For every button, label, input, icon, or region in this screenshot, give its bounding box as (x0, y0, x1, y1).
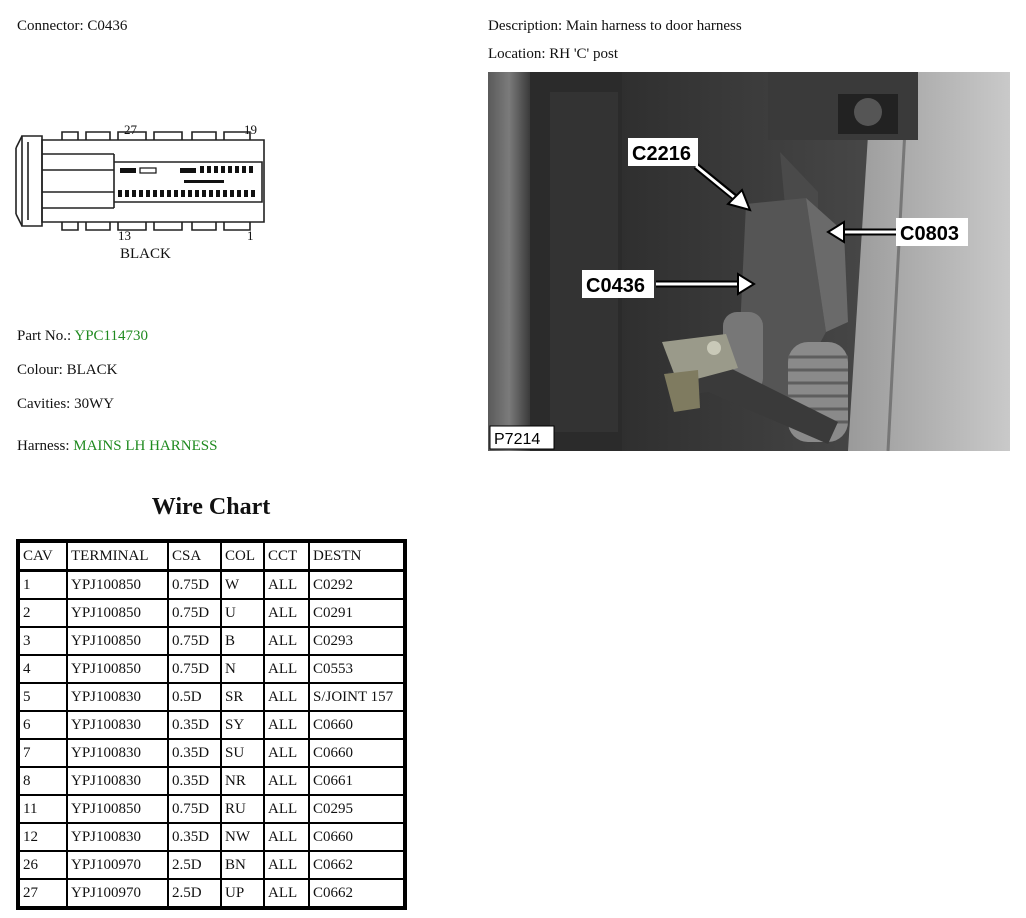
cell-terminal: YPJ100830 (67, 767, 168, 795)
harness-link[interactable]: MAINS LH HARNESS (73, 438, 218, 454)
location-value: RH 'C' post (549, 46, 618, 62)
table-row (19, 571, 404, 599)
cell-cct: ALL (264, 823, 309, 851)
cell-terminal: YPJ100970 (67, 879, 168, 907)
callout-c2216: C2216 (632, 143, 691, 165)
cell-col: NR (221, 767, 264, 795)
cell-cct: ALL (264, 767, 309, 795)
part-number-link[interactable]: YPC114730 (74, 328, 148, 344)
cell-csa: 0.35D (168, 739, 221, 767)
cell-cav: 26 (19, 851, 67, 879)
pin-label-1: 1 (247, 228, 254, 243)
location-field (488, 46, 618, 63)
cell-csa: 2.5D (168, 851, 221, 879)
cell-csa: 0.75D (168, 655, 221, 683)
cell-col: UP (221, 879, 264, 907)
cavities-field (17, 396, 114, 413)
cell-cct: ALL (264, 683, 309, 711)
cell-destn: S/JOINT 157 (309, 683, 404, 711)
cell-destn: C0660 (309, 711, 404, 739)
cell-cav: 7 (19, 739, 67, 767)
cell-cav: 6 (19, 711, 67, 739)
cell-destn: C0661 (309, 767, 404, 795)
table-row (19, 851, 404, 879)
cell-destn: C0295 (309, 795, 404, 823)
cell-col: SU (221, 739, 264, 767)
cell-csa: 0.75D (168, 599, 221, 627)
cell-csa: 0.75D (168, 795, 221, 823)
cell-cav: 1 (19, 571, 67, 599)
cell-cav: 11 (19, 795, 67, 823)
cavities-label: Cavities: (17, 396, 71, 412)
cell-cav: 12 (19, 823, 67, 851)
cell-destn: C0662 (309, 851, 404, 879)
cell-terminal: YPJ100850 (67, 599, 168, 627)
connector-face-diagram (14, 118, 276, 268)
cell-cav: 5 (19, 683, 67, 711)
cell-terminal: YPJ100850 (67, 627, 168, 655)
connector-value: C0436 (87, 18, 128, 34)
cell-cct: ALL (264, 627, 309, 655)
header-cct: CCT (264, 542, 309, 571)
location-label: Location: (488, 46, 546, 62)
table-row (19, 795, 404, 823)
cell-col: U (221, 599, 264, 627)
pin-label-13: 13 (118, 228, 131, 243)
cell-col: SR (221, 683, 264, 711)
cell-destn: C0292 (309, 571, 404, 599)
table-row (19, 655, 404, 683)
cell-col: RU (221, 795, 264, 823)
pin-label-19: 19 (244, 122, 257, 137)
table-header-row (19, 542, 404, 571)
cell-col: SY (221, 711, 264, 739)
header-destn: DESTN (309, 542, 404, 571)
table-row (19, 627, 404, 655)
part-number-field (17, 328, 148, 345)
description-label: Description: (488, 18, 563, 34)
cell-csa: 0.35D (168, 711, 221, 739)
table-row (19, 711, 404, 739)
cell-terminal: YPJ100850 (67, 655, 168, 683)
colour-field (17, 362, 117, 379)
location-photo (488, 72, 1010, 451)
connector-field (17, 18, 127, 35)
cell-destn: C0291 (309, 599, 404, 627)
photo-ref: P7214 (494, 431, 541, 448)
cell-terminal: YPJ100970 (67, 851, 168, 879)
cell-col: N (221, 655, 264, 683)
harness-field (17, 438, 217, 455)
cell-terminal: YPJ100850 (67, 571, 168, 599)
harness-label: Harness: (17, 438, 70, 454)
cell-destn: C0660 (309, 823, 404, 851)
cell-cav: 2 (19, 599, 67, 627)
cell-cct: ALL (264, 599, 309, 627)
cell-cct: ALL (264, 711, 309, 739)
colour-label: Colour: (17, 362, 63, 378)
cell-cct: ALL (264, 879, 309, 907)
cell-cct: ALL (264, 739, 309, 767)
cell-terminal: YPJ100830 (67, 711, 168, 739)
description-field (488, 18, 742, 35)
header-col: COL (221, 542, 264, 571)
cell-csa: 0.5D (168, 683, 221, 711)
table-row (19, 739, 404, 767)
cell-cav: 3 (19, 627, 67, 655)
cell-cav: 8 (19, 767, 67, 795)
table-row (19, 599, 404, 627)
cell-csa: 0.35D (168, 823, 221, 851)
cell-csa: 0.35D (168, 767, 221, 795)
cell-cct: ALL (264, 655, 309, 683)
header-terminal: TERMINAL (67, 542, 168, 571)
cell-terminal: YPJ100830 (67, 823, 168, 851)
callout-c0436: C0436 (586, 275, 645, 297)
cell-col: W (221, 571, 264, 599)
header-csa: CSA (168, 542, 221, 571)
wire-chart-table (16, 539, 407, 910)
part-number-label: Part No.: (17, 328, 72, 344)
colour-value: BLACK (66, 362, 118, 378)
cell-csa: 2.5D (168, 879, 221, 907)
cell-cct: ALL (264, 851, 309, 879)
cell-destn: C0553 (309, 655, 404, 683)
cell-cct: ALL (264, 795, 309, 823)
table-row (19, 683, 404, 711)
description-value: Main harness to door harness (565, 18, 742, 34)
cell-col: B (221, 627, 264, 655)
cell-cav: 27 (19, 879, 67, 907)
diagram-colour-caption: BLACK (120, 246, 171, 262)
connector-label: Connector: (17, 18, 84, 34)
cell-terminal: YPJ100830 (67, 739, 168, 767)
table-row (19, 879, 404, 907)
cell-col: NW (221, 823, 264, 851)
header-cav: CAV (19, 542, 67, 571)
table-row (19, 823, 404, 851)
cavities-value: 30WY (74, 396, 115, 412)
callout-c0803: C0803 (900, 223, 959, 245)
wire-chart-title: Wire Chart (151, 494, 271, 520)
cell-csa: 0.75D (168, 571, 221, 599)
cell-destn: C0660 (309, 739, 404, 767)
cell-destn: C0662 (309, 879, 404, 907)
cell-col: BN (221, 851, 264, 879)
cell-csa: 0.75D (168, 627, 221, 655)
cell-destn: C0293 (309, 627, 404, 655)
cell-cav: 4 (19, 655, 67, 683)
cell-terminal: YPJ100850 (67, 795, 168, 823)
table-row (19, 767, 404, 795)
pin-label-27: 27 (124, 122, 137, 137)
cell-terminal: YPJ100830 (67, 683, 168, 711)
cell-cct: ALL (264, 571, 309, 599)
